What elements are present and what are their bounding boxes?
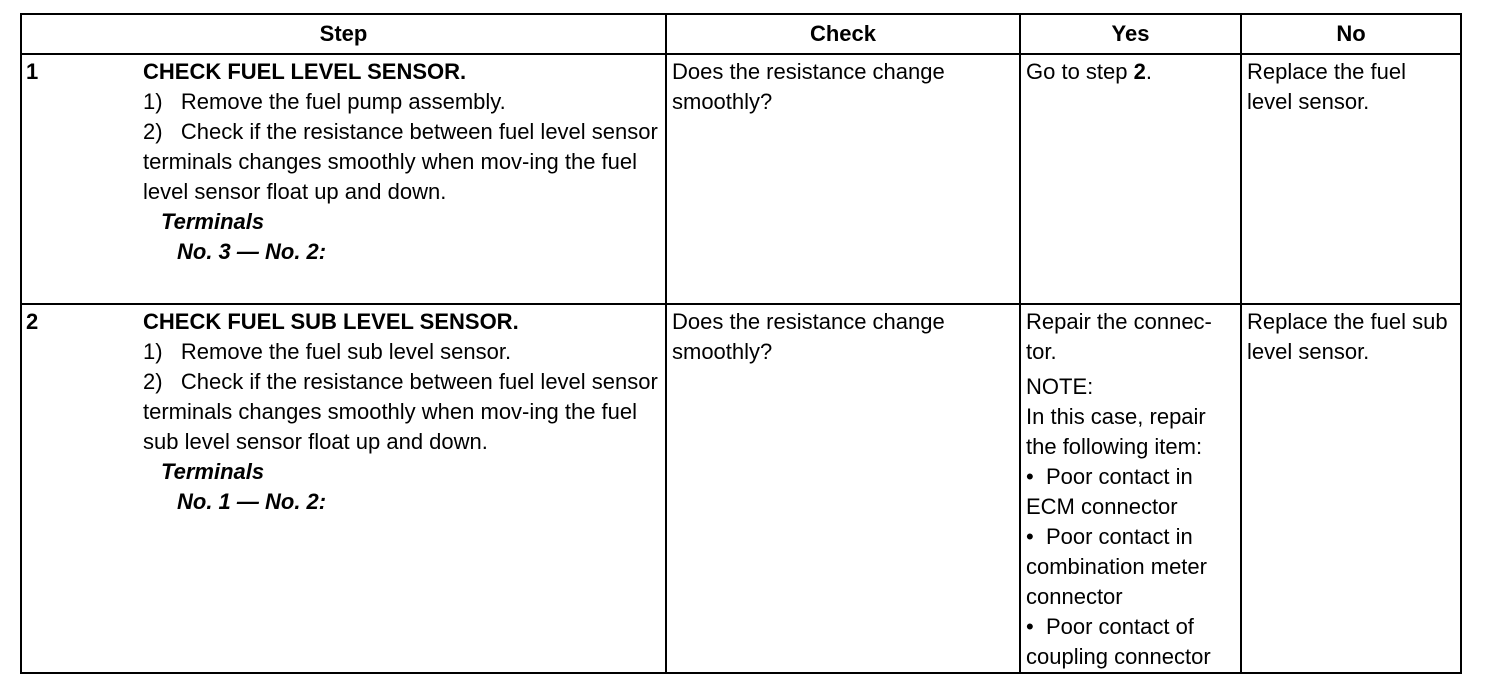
no-cell: Replace the fuel level sensor.: [1241, 54, 1461, 304]
step-title: CHECK FUEL SUB LEVEL SENSOR.: [143, 309, 519, 334]
header-yes: Yes: [1020, 14, 1241, 54]
yes-suffix: .: [1145, 59, 1152, 84]
header-row: [21, 14, 1461, 54]
header-check: Check: [666, 14, 1020, 54]
note-heading: NOTE:: [1026, 374, 1094, 399]
terminal-pair: No. 3 — No. 2:: [177, 239, 327, 264]
step-substep: 1) Remove the fuel pump assembly.: [143, 89, 506, 114]
step-cell: [143, 304, 666, 673]
header-no: No: [1241, 14, 1461, 54]
step-cell: [143, 54, 666, 304]
step-title: CHECK FUEL LEVEL SENSOR.: [143, 59, 467, 84]
yes-cell: [1020, 304, 1241, 673]
step-number: 2: [21, 304, 143, 673]
check-cell: Does the resistance change smoothly?: [666, 54, 1020, 304]
step-substep: 1) Remove the fuel sub level sensor.: [143, 339, 512, 364]
step-reference: 2: [1133, 59, 1146, 84]
table-row: [21, 54, 1461, 304]
list-item: • Poor contact in combination meter connector: [1026, 522, 1236, 612]
terminal-pair: No. 1 — No. 2:: [177, 489, 327, 514]
yes-text: Go to step: [1026, 59, 1134, 84]
table-row: [21, 304, 1461, 673]
no-cell: Replace the fuel sub level sensor.: [1241, 304, 1461, 673]
terminals-label: Terminals: [161, 459, 265, 484]
header-step: Step: [21, 14, 666, 54]
check-cell: Does the resistance change smoothly?: [666, 304, 1020, 673]
yes-cell: [1020, 54, 1241, 304]
terminals-label: Terminals: [161, 209, 265, 234]
step-number: 1: [21, 54, 143, 304]
diagnostic-table: [20, 13, 1462, 674]
note-text: In this case, repair the following item:: [1026, 404, 1206, 459]
step-substep: 2) Check if the resistance between fuel level sensor terminals changes smoothly when mov-ing the fuel sub level sensor float up and down.: [143, 369, 664, 454]
step-substep: 2) Check if the resistance between fuel level sensor terminals changes smoothly when mov-ing the fuel level sensor float up and down.: [143, 119, 664, 204]
yes-text: Repair the connec-tor.: [1026, 309, 1212, 364]
list-item: • Poor contact of coupling connector: [1026, 612, 1236, 672]
list-item: • Poor contact in ECM connector: [1026, 462, 1236, 522]
